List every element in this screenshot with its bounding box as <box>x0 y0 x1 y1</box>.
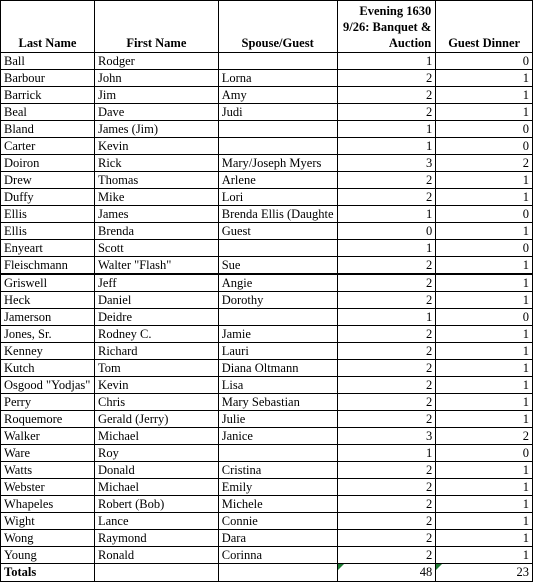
table-row <box>1 104 533 121</box>
cell-last-name[interactable]: Griswell <box>1 274 95 292</box>
cell-spouse-guest[interactable]: Julie <box>218 411 337 428</box>
cell-guest-dinner-count[interactable]: 2 <box>436 155 533 172</box>
cell-evening-count[interactable]: 1 <box>337 53 436 70</box>
cell-guest-dinner-count[interactable]: 1 <box>436 411 533 428</box>
cell-last-name[interactable]: Barbour <box>1 70 95 87</box>
cell-evening-count[interactable]: 2 <box>337 292 436 309</box>
formula-flag-icon <box>338 564 344 570</box>
cell-guest-dinner-count[interactable]: 0 <box>436 121 533 138</box>
totals-label[interactable]: Totals <box>1 564 95 582</box>
cell-evening-count[interactable]: 2 <box>337 394 436 411</box>
cell-guest-dinner-count[interactable]: 1 <box>436 343 533 360</box>
cell-first-name[interactable]: Dave <box>94 104 218 121</box>
cell-spouse-guest[interactable]: Lisa <box>218 377 337 394</box>
cell-first-name[interactable]: Kevin <box>94 377 218 394</box>
table-row <box>1 343 533 360</box>
cell-evening-count[interactable]: 2 <box>337 462 436 479</box>
cell-last-name[interactable]: Heck <box>1 292 95 309</box>
cell-evening-count[interactable]: 0 <box>337 223 436 240</box>
cell-first-name[interactable]: Mike <box>94 189 218 206</box>
cell-evening-count[interactable]: 2 <box>337 189 436 206</box>
cell-evening-count[interactable]: 2 <box>337 496 436 513</box>
table-row <box>1 377 533 394</box>
cell-spouse-guest[interactable]: Guest <box>218 223 337 240</box>
cell-spouse-guest[interactable]: Cristina <box>218 462 337 479</box>
cell-spouse-guest[interactable] <box>218 138 337 155</box>
table-row <box>1 240 533 257</box>
table-row <box>1 547 533 564</box>
cell-last-name[interactable]: Jamerson <box>1 309 95 326</box>
cell-first-name[interactable]: Scott <box>94 240 218 257</box>
cell-first-name[interactable]: James <box>94 206 218 223</box>
cell-guest-dinner-count[interactable]: 1 <box>436 360 533 377</box>
cell-guest-dinner-count[interactable]: 1 <box>436 462 533 479</box>
cell-first-name[interactable]: Thomas <box>94 172 218 189</box>
cell-guest-dinner-count[interactable]: 1 <box>436 292 533 309</box>
header-evening-line1: Evening 1630 <box>359 4 432 18</box>
cell-spouse-guest[interactable]: Brenda Ellis (Daughte <box>218 206 337 223</box>
cell-last-name[interactable]: Fleischmann <box>1 257 95 275</box>
cell-guest-dinner-count[interactable]: 1 <box>436 326 533 343</box>
cell-evening-count[interactable]: 3 <box>337 155 436 172</box>
cell-first-name[interactable]: Jeff <box>94 274 218 292</box>
cell-evening-count[interactable]: 1 <box>337 240 436 257</box>
cell-first-name[interactable]: Walter "Flash" <box>94 257 218 275</box>
cell-guest-dinner-count[interactable]: 1 <box>436 257 533 275</box>
header-spouse-guest[interactable]: Spouse/Guest <box>218 1 337 53</box>
cell-spouse-guest[interactable] <box>218 53 337 70</box>
table-row <box>1 326 533 343</box>
cell-evening-count[interactable]: 1 <box>337 445 436 462</box>
totals-guest-value: 23 <box>516 565 529 579</box>
cell-spouse-guest[interactable]: Janice <box>218 428 337 445</box>
cell-guest-dinner-count[interactable]: 0 <box>436 309 533 326</box>
cell-first-name[interactable]: Brenda <box>94 223 218 240</box>
cell-evening-count[interactable]: 2 <box>337 377 436 394</box>
cell-last-name[interactable]: Barrick <box>1 87 95 104</box>
header-row <box>1 1 533 53</box>
header-last-name[interactable]: Last Name <box>1 1 95 53</box>
formula-flag-icon <box>436 564 442 570</box>
cell-spouse-guest[interactable]: Judi <box>218 104 337 121</box>
cell-first-name[interactable]: Kevin <box>94 138 218 155</box>
cell-evening-count[interactable]: 2 <box>337 411 436 428</box>
cell-last-name[interactable]: Kutch <box>1 360 95 377</box>
cell-last-name[interactable]: Duffy <box>1 189 95 206</box>
cell-last-name[interactable]: Walker <box>1 428 95 445</box>
cell-spouse-guest[interactable]: Amy <box>218 87 337 104</box>
cell-last-name[interactable]: Jones, Sr. <box>1 326 95 343</box>
table-row <box>1 411 533 428</box>
cell-first-name[interactable]: Rodger <box>94 53 218 70</box>
table-row <box>1 172 533 189</box>
cell-last-name[interactable]: Doiron <box>1 155 95 172</box>
table-row <box>1 513 533 530</box>
table-row <box>1 189 533 206</box>
table-row <box>1 360 533 377</box>
cell-first-name[interactable]: Gerald (Jerry) <box>94 411 218 428</box>
cell-last-name[interactable]: Whapeles <box>1 496 95 513</box>
cell-guest-dinner-count[interactable]: 1 <box>436 394 533 411</box>
cell-first-name[interactable]: Donald <box>94 462 218 479</box>
cell-first-name[interactable]: Roy <box>94 445 218 462</box>
table-row <box>1 121 533 138</box>
cell-first-name[interactable]: Rodney C. <box>94 326 218 343</box>
cell-guest-dinner-count[interactable]: 0 <box>436 138 533 155</box>
table-row <box>1 428 533 445</box>
cell-evening-count[interactable]: 1 <box>337 206 436 223</box>
cell-spouse-guest[interactable]: Mary Sebastian <box>218 394 337 411</box>
cell-evening-count[interactable]: 2 <box>337 343 436 360</box>
cell-first-name[interactable]: John <box>94 70 218 87</box>
table-row <box>1 223 533 240</box>
cell-spouse-guest[interactable]: Lori <box>218 189 337 206</box>
table-row <box>1 257 533 275</box>
cell-first-name[interactable]: Michael <box>94 479 218 496</box>
cell-guest-dinner-count[interactable]: 1 <box>436 223 533 240</box>
cell-first-name[interactable]: Richard <box>94 343 218 360</box>
cell-spouse-guest[interactable] <box>218 121 337 138</box>
cell-evening-count[interactable]: 2 <box>337 326 436 343</box>
cell-last-name[interactable]: Young <box>1 547 95 564</box>
cell-last-name[interactable]: Kenney <box>1 343 95 360</box>
cell-spouse-guest[interactable]: Michele <box>218 496 337 513</box>
table-row <box>1 206 533 223</box>
cell-last-name[interactable]: Ellis <box>1 206 95 223</box>
cell-first-name[interactable]: Deidre <box>94 309 218 326</box>
cell-guest-dinner-count[interactable]: 1 <box>436 87 533 104</box>
cell-guest-dinner-count[interactable]: 1 <box>436 104 533 121</box>
table-row <box>1 53 533 70</box>
cell-guest-dinner-count[interactable]: 0 <box>436 53 533 70</box>
table-row <box>1 462 533 479</box>
cell-evening-count[interactable]: 2 <box>337 104 436 121</box>
cell-first-name[interactable]: Ronald <box>94 547 218 564</box>
cell-spouse-guest[interactable]: Diana Oltmann <box>218 360 337 377</box>
table-row <box>1 274 533 292</box>
table-row <box>1 292 533 309</box>
header-evening-line2: 9/26: Banquet & <box>343 20 432 34</box>
cell-spouse-guest[interactable]: Arlene <box>218 172 337 189</box>
cell-last-name[interactable]: Enyeart <box>1 240 95 257</box>
cell-first-name[interactable]: Lance <box>94 513 218 530</box>
cell-spouse-guest[interactable]: Jamie <box>218 326 337 343</box>
table-row <box>1 530 533 547</box>
table-body <box>1 53 533 564</box>
cell-guest-dinner-count[interactable]: 1 <box>436 189 533 206</box>
cell-spouse-guest[interactable]: Corinna <box>218 547 337 564</box>
cell-guest-dinner-count[interactable]: 0 <box>436 240 533 257</box>
table-row <box>1 496 533 513</box>
cell-first-name[interactable]: Daniel <box>94 292 218 309</box>
cell-first-name[interactable]: Chris <box>94 394 218 411</box>
header-evening-banquet[interactable] <box>337 1 436 53</box>
cell-evening-count[interactable]: 2 <box>337 530 436 547</box>
cell-evening-count[interactable]: 2 <box>337 87 436 104</box>
cell-guest-dinner-count[interactable]: 1 <box>436 479 533 496</box>
cell-guest-dinner-count[interactable]: 1 <box>436 547 533 564</box>
cell-spouse-guest[interactable]: Dorothy <box>218 292 337 309</box>
cell-last-name[interactable]: Beal <box>1 104 95 121</box>
cell-spouse-guest[interactable]: Emily <box>218 479 337 496</box>
table-row <box>1 445 533 462</box>
cell-first-name[interactable]: Rick <box>94 155 218 172</box>
cell-last-name[interactable]: Osgood "Yodjas" <box>1 377 95 394</box>
cell-first-name[interactable]: James (Jim) <box>94 121 218 138</box>
header-guest-dinner[interactable]: Guest Dinner <box>436 1 533 53</box>
cell-spouse-guest[interactable]: Lauri <box>218 343 337 360</box>
cell-first-name[interactable]: Robert (Bob) <box>94 496 218 513</box>
cell-last-name[interactable]: Perry <box>1 394 95 411</box>
cell-last-name[interactable]: Roquemore <box>1 411 95 428</box>
cell-guest-dinner-count[interactable]: 1 <box>436 530 533 547</box>
cell-evening-count[interactable]: 2 <box>337 479 436 496</box>
cell-spouse-guest[interactable]: Sue <box>218 257 337 275</box>
totals-evening-value: 48 <box>419 565 433 579</box>
cell-last-name[interactable]: Carter <box>1 138 95 155</box>
cell-spouse-guest[interactable] <box>218 445 337 462</box>
table-row <box>1 87 533 104</box>
cell-guest-dinner-count[interactable]: 1 <box>436 513 533 530</box>
table-row <box>1 394 533 411</box>
table-row <box>1 479 533 496</box>
cell-last-name[interactable]: Ball <box>1 53 95 70</box>
cell-spouse-guest[interactable]: Angie <box>218 274 337 292</box>
cell-evening-count[interactable]: 2 <box>337 70 436 87</box>
cell-evening-count[interactable]: 2 <box>337 360 436 377</box>
cell-evening-count[interactable]: 1 <box>337 138 436 155</box>
cell-spouse-guest[interactable]: Dara <box>218 530 337 547</box>
cell-guest-dinner-count[interactable]: 2 <box>436 428 533 445</box>
cell-evening-count[interactable]: 2 <box>337 547 436 564</box>
cell-guest-dinner-count[interactable]: 1 <box>436 377 533 394</box>
cell-guest-dinner-count[interactable]: 1 <box>436 274 533 292</box>
cell-guest-dinner-count[interactable]: 1 <box>436 70 533 87</box>
cell-spouse-guest[interactable]: Lorna <box>218 70 337 87</box>
cell-spouse-guest[interactable] <box>218 240 337 257</box>
cell-guest-dinner-count[interactable]: 1 <box>436 172 533 189</box>
cell-evening-count[interactable]: 2 <box>337 274 436 292</box>
cell-last-name[interactable]: Wight <box>1 513 95 530</box>
cell-last-name[interactable]: Bland <box>1 121 95 138</box>
cell-guest-dinner-count[interactable]: 0 <box>436 445 533 462</box>
cell-first-name[interactable]: Raymond <box>94 530 218 547</box>
table-row <box>1 309 533 326</box>
cell-first-name[interactable]: Michael <box>94 428 218 445</box>
cell-first-name[interactable]: Jim <box>94 87 218 104</box>
cell-evening-count[interactable]: 1 <box>337 309 436 326</box>
cell-evening-count[interactable]: 3 <box>337 428 436 445</box>
cell-spouse-guest[interactable]: Mary/Joseph Myers <box>218 155 337 172</box>
cell-last-name[interactable]: Drew <box>1 172 95 189</box>
cell-evening-count[interactable]: 2 <box>337 257 436 275</box>
cell-evening-count[interactable]: 2 <box>337 172 436 189</box>
cell-evening-count[interactable]: 2 <box>337 513 436 530</box>
cell-evening-count[interactable]: 1 <box>337 121 436 138</box>
cell-last-name[interactable]: Ellis <box>1 223 95 240</box>
cell-last-name[interactable]: Wong <box>1 530 95 547</box>
cell-first-name[interactable]: Tom <box>94 360 218 377</box>
cell-last-name[interactable]: Watts <box>1 462 95 479</box>
cell-spouse-guest[interactable] <box>218 309 337 326</box>
header-evening-line3: Auction <box>388 36 432 50</box>
cell-guest-dinner-count[interactable]: 0 <box>436 206 533 223</box>
cell-spouse-guest[interactable]: Connie <box>218 513 337 530</box>
table-row <box>1 70 533 87</box>
table-row <box>1 138 533 155</box>
cell-last-name[interactable]: Webster <box>1 479 95 496</box>
cell-guest-dinner-count[interactable]: 1 <box>436 496 533 513</box>
header-first-name[interactable]: First Name <box>94 1 218 53</box>
table-row <box>1 155 533 172</box>
cell-last-name[interactable]: Ware <box>1 445 95 462</box>
